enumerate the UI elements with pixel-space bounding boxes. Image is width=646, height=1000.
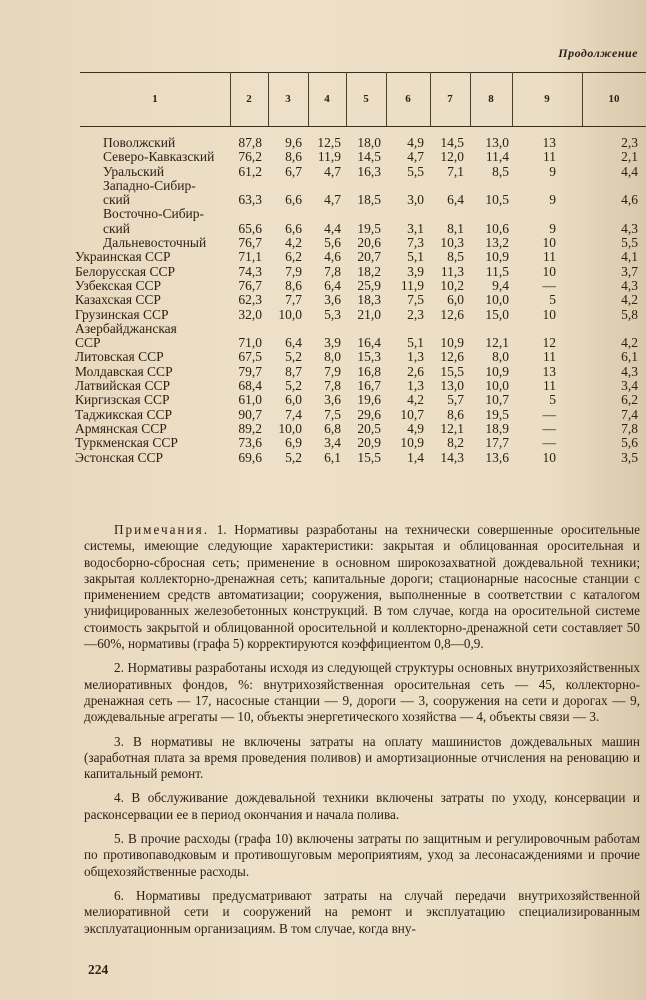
table-cell: 5,5 bbox=[407, 163, 424, 179]
table-cell: 10,9 bbox=[485, 249, 509, 265]
table-row bbox=[0, 293, 646, 307]
header-col-1: 1 bbox=[152, 93, 158, 105]
table-cell: 10,2 bbox=[440, 277, 464, 293]
table-cell: 7,1 bbox=[447, 163, 464, 179]
table-cell: 9 bbox=[549, 163, 556, 179]
header-col-10: 10 bbox=[608, 93, 620, 105]
table-cell: 5 bbox=[549, 392, 556, 408]
table-cell: 10,7 bbox=[400, 406, 424, 422]
region-name: Казахская ССР bbox=[75, 292, 161, 308]
table-cell: 19,5 bbox=[485, 406, 509, 422]
table-cell: 14,5 bbox=[357, 149, 381, 165]
table-cell: 6,9 bbox=[285, 435, 302, 451]
table-cell: 10,9 bbox=[400, 435, 424, 451]
table-cell: 5,3 bbox=[324, 306, 341, 322]
table-cell: 69,6 bbox=[238, 449, 262, 465]
table-cell: 6,0 bbox=[447, 292, 464, 308]
region-name bbox=[103, 207, 243, 236]
table-cell: 7,8 bbox=[621, 420, 638, 436]
table-cell: 11,5 bbox=[485, 263, 509, 279]
table-cell: 3,4 bbox=[621, 378, 638, 394]
table-cell: 61,0 bbox=[238, 392, 262, 408]
table-cell: 3,6 bbox=[324, 292, 341, 308]
table-cell: 16,4 bbox=[357, 335, 381, 351]
table-cell: 12,6 bbox=[440, 306, 464, 322]
table-cell: 10,0 bbox=[278, 306, 302, 322]
table-cell: 4,7 bbox=[324, 192, 341, 208]
table-cell: 3,1 bbox=[407, 220, 424, 236]
table-row bbox=[0, 393, 646, 407]
table-cell: 3,4 bbox=[324, 435, 341, 451]
table-cell: 10 bbox=[542, 449, 556, 465]
table-cell: 5,1 bbox=[407, 335, 424, 351]
table-cell: 12,0 bbox=[440, 149, 464, 165]
table-row bbox=[0, 422, 646, 436]
table-body bbox=[0, 136, 646, 465]
table-cell: 4,2 bbox=[621, 292, 638, 308]
table-cell: 10 bbox=[542, 235, 556, 251]
table-cell: 9,6 bbox=[285, 135, 302, 150]
table-cell: 13,6 bbox=[485, 449, 509, 465]
table-cell: — bbox=[542, 406, 556, 422]
continuation-label: Продолжение bbox=[558, 46, 638, 60]
table-cell: 3,7 bbox=[621, 263, 638, 279]
header-col-5: 5 bbox=[363, 93, 369, 105]
table-cell: 21,0 bbox=[357, 306, 381, 322]
table-cell: 13,0 bbox=[440, 378, 464, 394]
table-cell: 6,0 bbox=[285, 392, 302, 408]
note-6: 6. Нормативы предусматривают затраты на случай передачи внутрихозяйственной мелиоративной сети и сооружений на ремонт и эксплуатацию специализированным эксплуатационным организациям. В том случае, когда вну- bbox=[84, 887, 640, 936]
table-cell: 3,9 bbox=[324, 335, 341, 351]
table-cell: 16,7 bbox=[357, 378, 381, 394]
table-cell: 10,0 bbox=[485, 292, 509, 308]
header-col-3: 3 bbox=[285, 93, 291, 105]
header-col-6: 6 bbox=[405, 93, 411, 105]
table-cell: 4,6 bbox=[324, 249, 341, 265]
table-row bbox=[0, 451, 646, 465]
region-name bbox=[75, 322, 215, 351]
notes-section bbox=[84, 522, 640, 945]
table-cell: 8,0 bbox=[324, 349, 341, 365]
page-number: 224 bbox=[88, 962, 109, 977]
table-cell: 18,2 bbox=[357, 263, 381, 279]
table-cell: 15,3 bbox=[357, 349, 381, 365]
table-row bbox=[0, 379, 646, 393]
table-cell: 11,9 bbox=[317, 149, 341, 165]
table-cell: 5,6 bbox=[621, 435, 638, 451]
note-4: 4. В обслуживание дождевальной техники включены затраты по уходу, консервации и расконсервации ее в период окончания и начала полива. bbox=[84, 790, 640, 822]
table-cell: 4,6 bbox=[621, 192, 638, 208]
note-5: 5. В прочие расходы (графа 10) включены затраты по защитным и регулировочным работам по противопаводковым и противошуговым мероприятиям, уход за лесонасаждениями и прочие общехозяйственные расходы. bbox=[84, 831, 640, 879]
table-cell: 10,7 bbox=[485, 392, 509, 408]
table-cell: 1,4 bbox=[407, 449, 424, 465]
header-col-2: 2 bbox=[246, 93, 252, 105]
table-cell: 10,6 bbox=[485, 220, 509, 236]
table-cell: 76,2 bbox=[238, 149, 262, 165]
table-cell: 11 bbox=[543, 149, 556, 165]
table-cell: 73,6 bbox=[238, 435, 262, 451]
table-cell: 4,3 bbox=[621, 220, 638, 236]
table-row bbox=[0, 207, 646, 236]
region-name: Поволжский bbox=[103, 135, 176, 150]
table-cell: 8,2 bbox=[447, 435, 464, 451]
table-cell: 11,4 bbox=[485, 149, 509, 165]
table-cell: 11 bbox=[543, 378, 556, 394]
table-cell: 5,2 bbox=[285, 449, 302, 465]
table-cell: 17,7 bbox=[485, 435, 509, 451]
table-cell: 5,2 bbox=[285, 349, 302, 365]
table-cell: 8,6 bbox=[285, 277, 302, 293]
table-row bbox=[0, 236, 646, 250]
region-name: Латвийская ССР bbox=[75, 378, 170, 394]
table-cell: 11,3 bbox=[440, 263, 464, 279]
table-cell: 20,7 bbox=[357, 249, 381, 265]
region-name: Северо-Кавказский bbox=[103, 149, 215, 165]
table-cell: 5 bbox=[549, 292, 556, 308]
table-cell: 19,6 bbox=[357, 392, 381, 408]
table-cell: 8,5 bbox=[492, 163, 509, 179]
table-cell: 7,8 bbox=[324, 263, 341, 279]
table-row bbox=[0, 165, 646, 179]
table-cell: 10,3 bbox=[440, 235, 464, 251]
table-cell: 15,0 bbox=[485, 306, 509, 322]
table-row bbox=[0, 150, 646, 164]
table-cell: 3,9 bbox=[407, 263, 424, 279]
table-cell: 2,3 bbox=[621, 135, 638, 150]
region-name: Грузинская ССР bbox=[75, 306, 169, 322]
table-cell: 7,8 bbox=[324, 378, 341, 394]
table-cell: 74,3 bbox=[238, 263, 262, 279]
table-cell: 6,1 bbox=[324, 449, 341, 465]
table-cell: 2,1 bbox=[621, 149, 638, 165]
region-name-line: ССР bbox=[75, 335, 101, 351]
table-cell: 7,5 bbox=[324, 406, 341, 422]
table-cell: 4,2 bbox=[285, 235, 302, 251]
table-cell: 4,9 bbox=[407, 420, 424, 436]
table-row bbox=[0, 408, 646, 422]
table-cell: 5,8 bbox=[621, 306, 638, 322]
table-row bbox=[0, 350, 646, 364]
table-cell: 4,4 bbox=[621, 163, 638, 179]
table-cell: 14,5 bbox=[440, 135, 464, 150]
region-name-line: ский bbox=[103, 220, 130, 236]
table-cell: 16,3 bbox=[357, 163, 381, 179]
table-cell: 8,0 bbox=[492, 349, 509, 365]
table-cell: 6,6 bbox=[285, 220, 302, 236]
region-name: Армянская ССР bbox=[75, 420, 167, 436]
table-cell: 8,6 bbox=[285, 149, 302, 165]
header-col-8: 8 bbox=[488, 93, 494, 105]
table-row bbox=[0, 436, 646, 450]
table-cell: 5,2 bbox=[285, 378, 302, 394]
table-header-rule bbox=[80, 126, 646, 127]
note-2: 2. Нормативы разработаны исходя из следующей структуры основных внутрихозяйственных мелиоративных фондов, %: внутрихозяйственная оросительная сеть — 45, коллекторно-дренажная сеть — 17, насосные станции — 9, дороги — 3, сооружения на сети и дорогах — 9, дождевальные агрегаты — 10, объекты энергетического хозяйства — 4, объекты связи — 3. bbox=[84, 660, 640, 725]
table-row bbox=[0, 365, 646, 379]
table-cell: 4,3 bbox=[621, 363, 638, 379]
table-cell: 10 bbox=[542, 263, 556, 279]
table-cell: 7,9 bbox=[285, 263, 302, 279]
region-name bbox=[103, 179, 243, 208]
region-name: Киргизская ССР bbox=[75, 392, 170, 408]
table-cell: 13,2 bbox=[485, 235, 509, 251]
table-cell: 15,5 bbox=[357, 449, 381, 465]
table-cell: 32,0 bbox=[238, 306, 262, 322]
table-cell: 10,5 bbox=[485, 192, 509, 208]
table-cell: 13,0 bbox=[485, 135, 509, 150]
table-cell: 5,7 bbox=[447, 392, 464, 408]
table-cell: 6,2 bbox=[285, 249, 302, 265]
table-cell: 12,5 bbox=[317, 135, 341, 150]
table-cell: 10 bbox=[542, 306, 556, 322]
table-cell: 13 bbox=[542, 135, 556, 150]
table-cell: 79,7 bbox=[238, 363, 262, 379]
table-cell: 10,0 bbox=[278, 420, 302, 436]
table-row bbox=[0, 308, 646, 322]
table-cell: 67,5 bbox=[238, 349, 262, 365]
region-name-line: Восточно-Сибир- bbox=[103, 206, 205, 222]
table-cell: 9 bbox=[549, 220, 556, 236]
table-cell: 7,3 bbox=[407, 235, 424, 251]
table-cell: 6,4 bbox=[447, 192, 464, 208]
table-cell: 4,9 bbox=[407, 135, 424, 150]
table-cell: — bbox=[542, 420, 556, 436]
table-cell: 9 bbox=[549, 192, 556, 208]
table-cell: 7,9 bbox=[324, 363, 341, 379]
table-cell: 65,6 bbox=[238, 220, 262, 236]
table-cell: 76,7 bbox=[238, 277, 262, 293]
header-col-7: 7 bbox=[447, 93, 453, 105]
note-1-text: 1. Нормативы разработаны на технически совершенные оросительные системы, имеющие следующие характеристики: закрытая и облицованная оросительная и водосборно-сбросная сеть; применение в основном широкозахватной дождевальной техники; закрытая коллекторно-дренажная сеть; капитальные дороги; стационарные насосные станции с применением средств автоматизации; сооружения, выполненные в соответствии с каталогом унифицированных железобетонных конструкций. В том случае, когда на оросительной системе стоимость закрытой и облицованной оросительной и коллекторно-дренажной сети составляет 50—60%, нормативы (графа 5) корректируются коэффициентом 0,8—0,9. bbox=[84, 522, 640, 652]
table-cell: 3,0 bbox=[407, 192, 424, 208]
region-name: Белорусская ССР bbox=[75, 263, 175, 279]
table-cell: 2,6 bbox=[407, 363, 424, 379]
table-cell: 18,5 bbox=[357, 192, 381, 208]
table-cell: 20,9 bbox=[357, 435, 381, 451]
header-col-9: 9 bbox=[544, 93, 550, 105]
table-cell: 14,3 bbox=[440, 449, 464, 465]
table-cell: 3,5 bbox=[621, 449, 638, 465]
table-cell: 4,3 bbox=[621, 277, 638, 293]
table-cell: 19,5 bbox=[357, 220, 381, 236]
region-name: Украинская ССР bbox=[75, 249, 171, 265]
table-cell: 3,6 bbox=[324, 392, 341, 408]
table-cell: 6,4 bbox=[324, 277, 341, 293]
table-cell: 61,2 bbox=[238, 163, 262, 179]
table-cell: 4,7 bbox=[407, 149, 424, 165]
table-row bbox=[0, 322, 646, 351]
notes-lead: Примечания. bbox=[114, 522, 210, 537]
table-cell: 29,6 bbox=[357, 406, 381, 422]
table-cell: 10,9 bbox=[485, 363, 509, 379]
table-cell: 6,1 bbox=[621, 349, 638, 365]
table-cell: 13 bbox=[542, 363, 556, 379]
table-row bbox=[0, 265, 646, 279]
table-row bbox=[0, 279, 646, 293]
table-cell: 6,2 bbox=[621, 392, 638, 408]
table-cell: 8,7 bbox=[285, 363, 302, 379]
table-cell: 4,2 bbox=[407, 392, 424, 408]
region-name: Дальневосточный bbox=[103, 235, 207, 251]
table-cell: 11 bbox=[543, 349, 556, 365]
table-cell: 71,0 bbox=[238, 335, 262, 351]
table-cell: 1,3 bbox=[407, 378, 424, 394]
table-cell: 90,7 bbox=[238, 406, 262, 422]
table-cell: 10,9 bbox=[440, 335, 464, 351]
table-cell: 12,1 bbox=[485, 335, 509, 351]
table-cell: 6,7 bbox=[285, 163, 302, 179]
table-cell: 6,4 bbox=[285, 335, 302, 351]
table-cell: 7,7 bbox=[285, 292, 302, 308]
region-name-line: ский bbox=[103, 192, 130, 208]
table-cell: 4,7 bbox=[324, 163, 341, 179]
table-cell: 25,9 bbox=[357, 277, 381, 293]
table-cell: 76,7 bbox=[238, 235, 262, 251]
region-name: Эстонская ССР bbox=[75, 449, 164, 465]
header-col-4: 4 bbox=[324, 93, 330, 105]
table-cell: 87,8 bbox=[238, 135, 262, 150]
table-cell: 5,5 bbox=[621, 235, 638, 251]
table-cell: 1,3 bbox=[407, 349, 424, 365]
table-cell: 71,1 bbox=[238, 249, 262, 265]
note-1 bbox=[84, 522, 640, 652]
region-name-line: Западно-Сибир- bbox=[103, 177, 196, 193]
table-cell: 20,6 bbox=[357, 235, 381, 251]
table-cell: 8,6 bbox=[447, 406, 464, 422]
table-cell: 2,3 bbox=[407, 306, 424, 322]
table-cell: 62,3 bbox=[238, 292, 262, 308]
table-cell: 18,9 bbox=[485, 420, 509, 436]
table-cell: 10,0 bbox=[485, 378, 509, 394]
region-name: Уральский bbox=[103, 163, 165, 179]
table-cell: 12,1 bbox=[440, 420, 464, 436]
table-cell: 12 bbox=[542, 335, 556, 351]
table-cell: 68,4 bbox=[238, 378, 262, 394]
table-cell: 11,9 bbox=[400, 277, 424, 293]
table-cell: 7,4 bbox=[285, 406, 302, 422]
table-cell: 4,1 bbox=[621, 249, 638, 265]
table-cell: 6,6 bbox=[285, 192, 302, 208]
table-cell: 12,6 bbox=[440, 349, 464, 365]
region-name: Туркменская ССР bbox=[75, 435, 178, 451]
table-cell: 4,2 bbox=[621, 335, 638, 351]
table-cell: 8,5 bbox=[447, 249, 464, 265]
table-cell: 15,5 bbox=[440, 363, 464, 379]
note-3: 3. В нормативы не включены затраты на оплату машинистов дождевальных машин (заработная плата за время проведения поливов) и амортизационные отчисления на реновацию и капитальный ремонт. bbox=[84, 733, 640, 782]
table-row bbox=[0, 250, 646, 264]
table-cell: 5,1 bbox=[407, 249, 424, 265]
table-cell: 18,3 bbox=[357, 292, 381, 308]
table-cell: 5,6 bbox=[324, 235, 341, 251]
region-name-line: Азербайджанская bbox=[75, 320, 177, 336]
table-cell: — bbox=[542, 277, 556, 293]
region-name: Таджикская ССР bbox=[75, 406, 172, 422]
table-row bbox=[0, 136, 646, 150]
table-cell: 9,4 bbox=[492, 277, 509, 293]
table-cell: 11 bbox=[543, 249, 556, 265]
table-cell: — bbox=[542, 435, 556, 451]
region-name: Литовская ССР bbox=[75, 349, 164, 365]
table-cell: 6,8 bbox=[324, 420, 341, 436]
table-cell: 7,5 bbox=[407, 292, 424, 308]
table-cell: 8,1 bbox=[447, 220, 464, 236]
table-cell: 63,3 bbox=[238, 192, 262, 208]
region-name: Узбекская ССР bbox=[75, 277, 162, 293]
region-name: Молдавская ССР bbox=[75, 363, 173, 379]
table-cell: 16,8 bbox=[357, 363, 381, 379]
table-cell: 4,4 bbox=[324, 220, 341, 236]
table-cell: 20,5 bbox=[357, 420, 381, 436]
table-cell: 18,0 bbox=[357, 135, 381, 150]
table-row bbox=[0, 179, 646, 208]
table-cell: 89,2 bbox=[238, 420, 262, 436]
table-cell: 7,4 bbox=[621, 406, 638, 422]
